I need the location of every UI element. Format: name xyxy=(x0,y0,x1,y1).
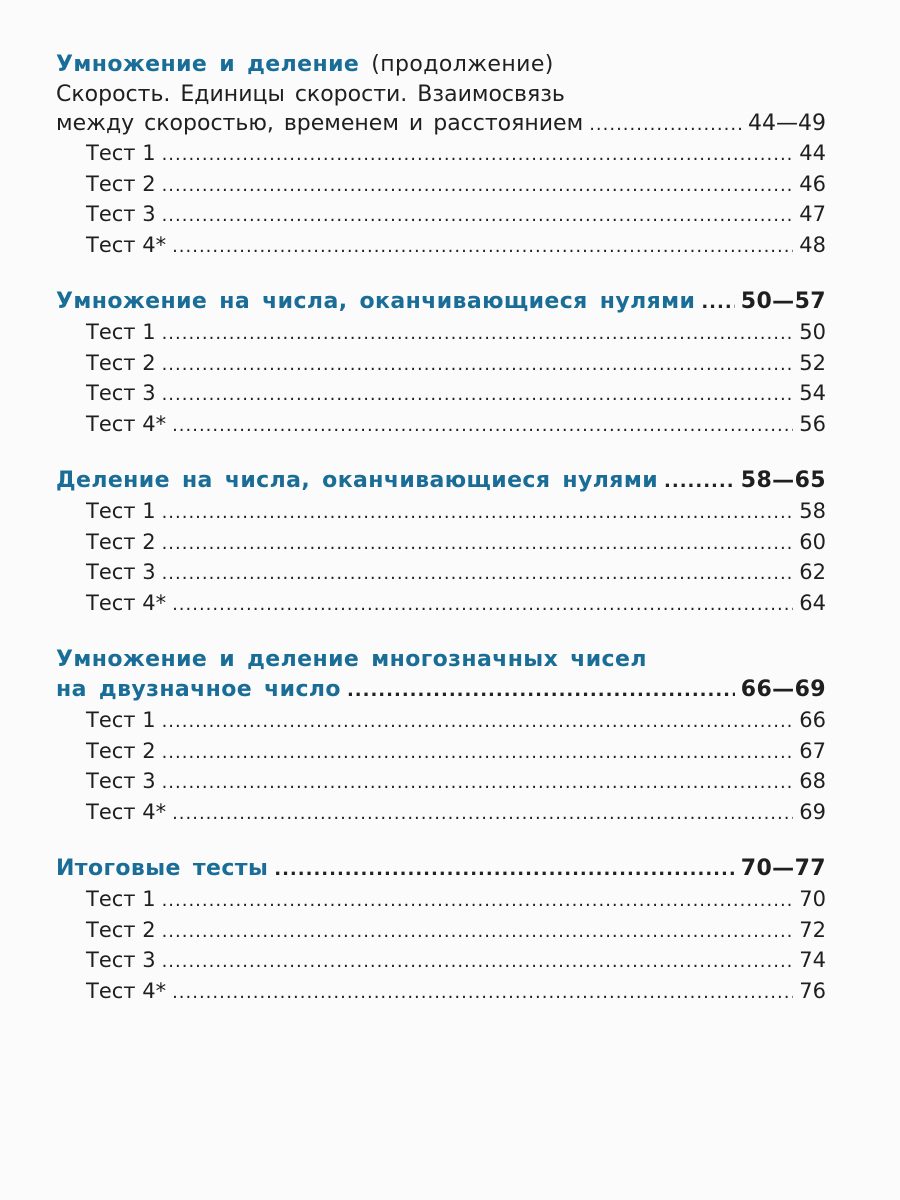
test-label: Тест 4* xyxy=(86,799,167,824)
dot-leader xyxy=(162,499,794,528)
dot-leader xyxy=(162,141,794,170)
dot-leader xyxy=(162,948,794,977)
toc-entry[interactable] xyxy=(56,318,826,349)
test-label: Тест 3 xyxy=(86,948,156,972)
toc-entry[interactable] xyxy=(56,767,826,798)
dot-leader xyxy=(162,202,794,231)
dot-leader xyxy=(274,855,735,885)
test-label: Тест 3 xyxy=(86,202,156,226)
dot-leader xyxy=(172,591,793,620)
section-title-continued: (продолжение) xyxy=(371,52,554,77)
section-title: на двузначное число xyxy=(56,677,341,702)
test-label: Тест 2 xyxy=(86,171,156,196)
dot-leader xyxy=(162,172,794,201)
test-label: Тест 1 xyxy=(86,708,156,732)
toc-entry[interactable] xyxy=(56,528,826,559)
section-heading-line-2[interactable] xyxy=(56,675,826,706)
section-page-range: 70—77 xyxy=(740,856,826,881)
toc-entry[interactable] xyxy=(56,977,826,1008)
section-page-range: 66—69 xyxy=(740,677,826,702)
test-label: Тест 1 xyxy=(86,499,156,523)
section-heading-line-1: Умножение и деление многозначных чисел xyxy=(56,647,647,672)
test-page: 52 xyxy=(799,350,826,375)
test-page: 64 xyxy=(799,590,826,615)
dot-leader xyxy=(162,739,794,768)
test-page: 70 xyxy=(799,887,826,911)
section-heading xyxy=(56,50,826,80)
test-page: 66 xyxy=(799,708,826,732)
dot-leader xyxy=(347,676,735,706)
toc-entry[interactable] xyxy=(56,170,826,201)
test-label: Тест 1 xyxy=(86,887,156,911)
toc-entry[interactable] xyxy=(56,737,826,768)
section-title: Деление на числа, оканчивающиеся нулями xyxy=(56,468,659,493)
test-page: 67 xyxy=(799,738,826,763)
test-page: 50 xyxy=(799,320,826,344)
section-page-range: 44—49 xyxy=(748,111,826,136)
test-label: Тест 3 xyxy=(86,769,156,793)
dot-leader xyxy=(162,381,794,410)
section-subtitle-line-1: Скорость. Единицы скорости. Взаимосвязь xyxy=(56,82,565,107)
test-page: 74 xyxy=(799,948,826,972)
toc-entry[interactable] xyxy=(56,946,826,977)
test-page: 56 xyxy=(799,411,826,436)
toc-entry[interactable] xyxy=(56,916,826,947)
dot-leader xyxy=(162,769,794,798)
dot-leader xyxy=(162,351,794,380)
test-page: 54 xyxy=(799,381,826,405)
dot-leader xyxy=(589,110,742,139)
section-heading[interactable] xyxy=(56,854,826,885)
test-label: Тест 1 xyxy=(86,141,156,165)
test-label: Тест 2 xyxy=(86,350,156,375)
test-page: 69 xyxy=(799,799,826,824)
toc-section-multidigit xyxy=(56,645,826,828)
dot-leader xyxy=(701,288,734,318)
toc-entry[interactable] xyxy=(56,798,826,829)
toc-section-division-zeros xyxy=(56,466,826,619)
section-title: Итоговые тесты xyxy=(56,856,269,881)
toc-entry[interactable] xyxy=(56,139,826,170)
dot-leader xyxy=(162,887,794,916)
toc-section-multiplication-division xyxy=(56,50,826,261)
dot-leader xyxy=(172,412,793,441)
test-page: 48 xyxy=(799,232,826,257)
dot-leader xyxy=(162,708,794,737)
section-page-range: 50—57 xyxy=(740,289,826,314)
toc-entry[interactable] xyxy=(56,349,826,380)
dot-leader xyxy=(162,320,794,349)
test-label: Тест 4* xyxy=(86,590,167,615)
test-page: 46 xyxy=(799,171,826,196)
toc-entry[interactable] xyxy=(56,497,826,528)
test-label: Тест 4* xyxy=(86,232,167,257)
toc-entry[interactable] xyxy=(56,706,826,737)
section-title: Умножение на числа, оканчивающиеся нулями xyxy=(56,289,696,314)
test-label: Тест 4* xyxy=(86,411,167,436)
test-label: Тест 1 xyxy=(86,320,156,344)
test-page: 76 xyxy=(799,978,826,1003)
dot-leader xyxy=(162,560,794,589)
dot-leader xyxy=(172,233,793,262)
toc-section-multiplication-zeros xyxy=(56,287,826,440)
dot-leader xyxy=(172,979,793,1008)
section-heading[interactable] xyxy=(56,287,826,318)
test-page: 47 xyxy=(799,202,826,226)
toc-entry[interactable] xyxy=(56,379,826,410)
test-label: Тест 3 xyxy=(86,381,156,405)
toc-entry[interactable] xyxy=(56,231,826,262)
toc-entry[interactable] xyxy=(56,410,826,441)
section-page-range: 58—65 xyxy=(740,468,826,493)
test-label: Тест 2 xyxy=(86,917,156,942)
test-page: 60 xyxy=(799,529,826,554)
test-page: 58 xyxy=(799,499,826,523)
test-label: Тест 2 xyxy=(86,529,156,554)
test-label: Тест 2 xyxy=(86,738,156,763)
test-page: 62 xyxy=(799,560,826,584)
toc-section-final-tests xyxy=(56,854,826,1007)
section-heading[interactable] xyxy=(56,466,826,497)
dot-leader xyxy=(664,467,735,497)
dot-leader xyxy=(162,918,794,947)
toc-entry[interactable] xyxy=(56,885,826,916)
section-subtitle: между скоростью, временем и расстоянием xyxy=(56,111,584,136)
dot-leader xyxy=(162,530,794,559)
toc-entry[interactable] xyxy=(56,558,826,589)
table-of-contents xyxy=(56,50,826,1033)
toc-entry[interactable] xyxy=(56,200,826,231)
test-page: 44 xyxy=(799,141,826,165)
test-label: Тест 4* xyxy=(86,978,167,1003)
test-page: 72 xyxy=(799,917,826,942)
section-subtitle-line-2 xyxy=(56,109,826,139)
dot-leader xyxy=(172,800,793,829)
test-page: 68 xyxy=(799,769,826,793)
section-title: Умножение и деление xyxy=(56,52,360,77)
test-label: Тест 3 xyxy=(86,560,156,584)
toc-entry[interactable] xyxy=(56,589,826,620)
